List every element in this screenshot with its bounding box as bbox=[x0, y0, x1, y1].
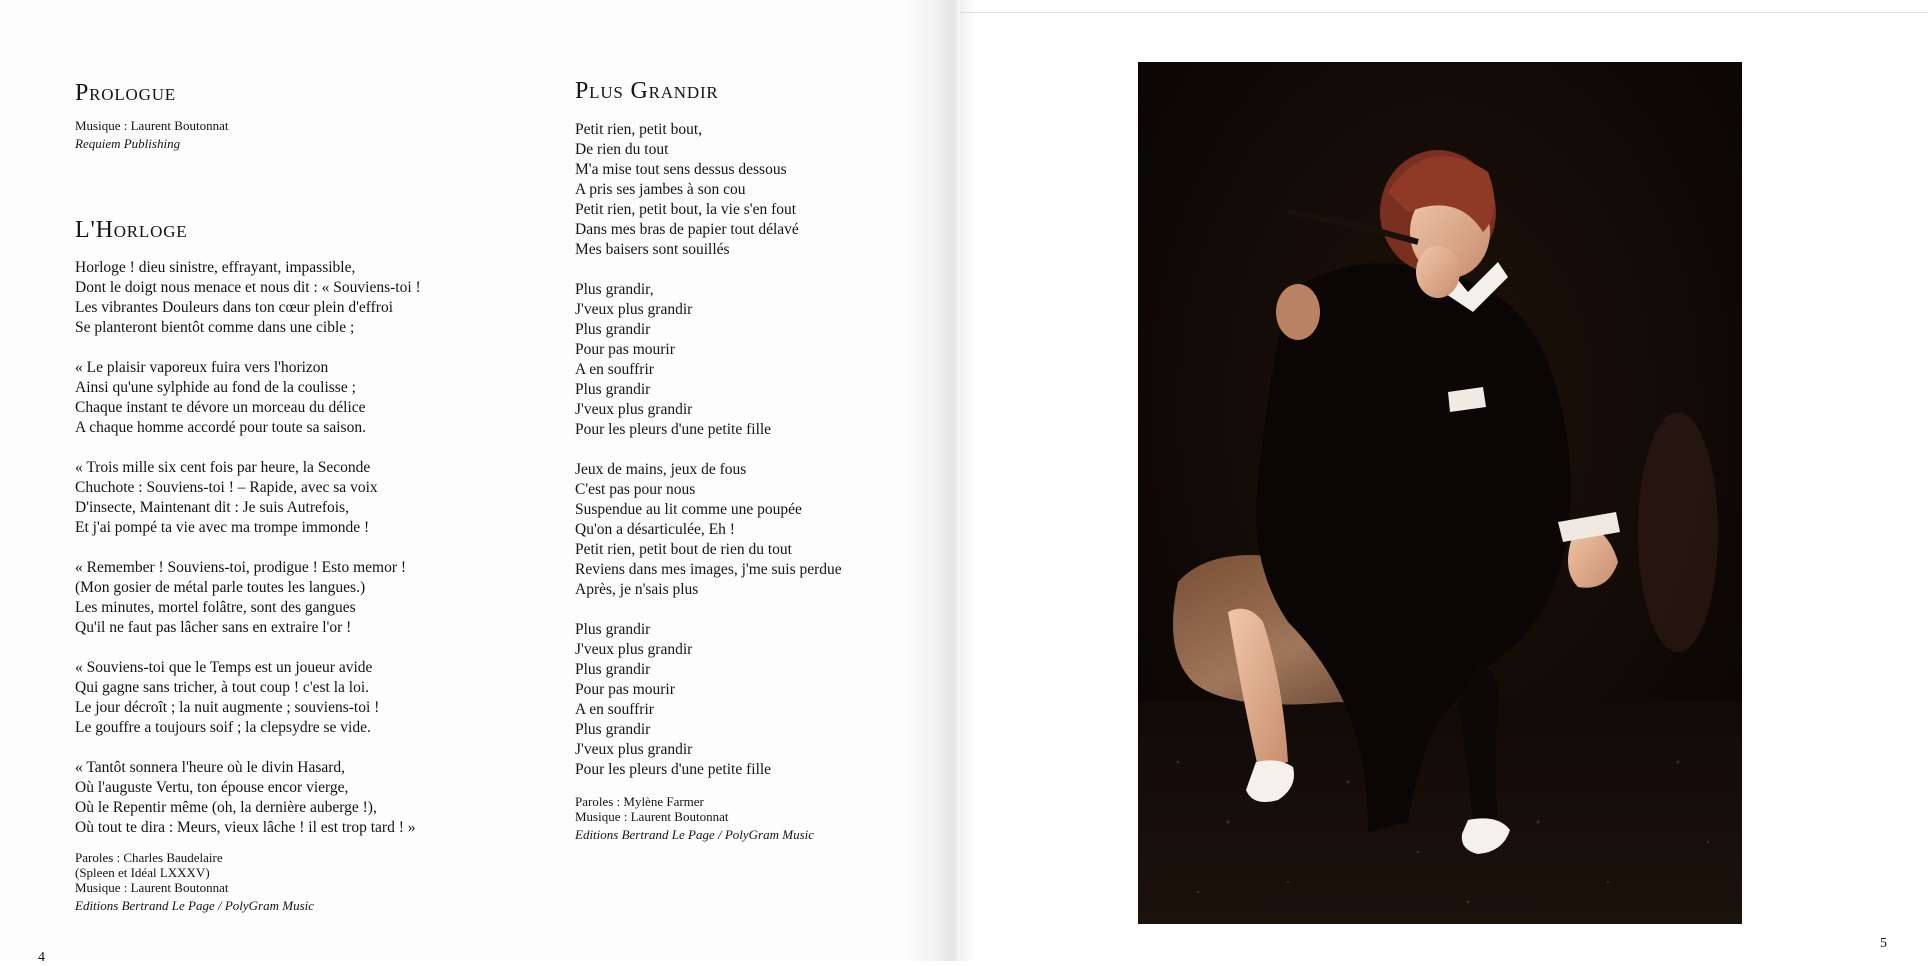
lyric-line: M'a mise tout sens dessus dessous bbox=[575, 161, 787, 178]
lyric-line: Chaque instant te dévore un morceau du délice bbox=[75, 399, 366, 416]
lyric-line: « Le plaisir vaporeux fuira vers l'horizon bbox=[75, 359, 329, 376]
lyric-line: Le gouffre a toujours soif ; la clepsydre se vide. bbox=[75, 719, 371, 736]
lyric-line: Petit rien, petit bout, bbox=[575, 121, 702, 138]
lhorloge-lyrics bbox=[75, 258, 421, 838]
lyric-line: A chaque homme accordé pour toute sa saison. bbox=[75, 419, 366, 436]
lyric-line: J'veux plus grandir bbox=[575, 401, 693, 418]
lyric-line: Horloge ! dieu sinistre, effrayant, impassible, bbox=[75, 259, 356, 276]
lyric-line: « Trois mille six cent fois par heure, la Seconde bbox=[75, 459, 371, 476]
plus-grandir-lyrics bbox=[575, 120, 842, 780]
credit-line: Musique : Laurent Boutonnat bbox=[75, 118, 229, 133]
publisher-line: Editions Bertrand Le Page / PolyGram Music bbox=[75, 898, 315, 913]
lyric-line: Plus grandir bbox=[575, 621, 651, 638]
credit-line: Musique : Laurent Boutonnat bbox=[75, 880, 229, 895]
lyric-line: J'veux plus grandir bbox=[575, 641, 693, 658]
lyric-line: Dont le doigt nous menace et nous dit : « Souviens-toi ! bbox=[75, 279, 421, 296]
page-number-right: 5 bbox=[1880, 936, 1887, 951]
credit-line: Musique : Laurent Boutonnat bbox=[575, 809, 729, 824]
lyric-line: Mes baisers sont souillés bbox=[575, 241, 730, 258]
lyric-line: Pour pas mourir bbox=[575, 681, 675, 698]
prologue-credits bbox=[75, 118, 228, 151]
lyric-line: Jeux de mains, jeux de fous bbox=[575, 461, 747, 478]
lyric-line: Ainsi qu'une sylphide au fond de la coulisse ; bbox=[75, 379, 356, 396]
lyric-line: Les minutes, mortel folâtre, sont des gangues bbox=[75, 599, 356, 616]
lyric-line: « Tantôt sonnera l'heure où le divin Hasard, bbox=[75, 759, 346, 776]
lyric-line: Qui gagne sans tricher, à tout coup ! c'est la loi. bbox=[75, 679, 370, 696]
stanza bbox=[575, 620, 842, 780]
lyric-line: « Souviens-toi que le Temps est un joueur avide bbox=[75, 659, 373, 676]
credit-line: Paroles : Mylène Farmer bbox=[575, 794, 704, 809]
lyric-line: Qu'il ne faut pas lâcher sans en extraire l'or ! bbox=[75, 619, 352, 636]
lyric-line: Où l'auguste Vertu, ton épouse encor vierge, bbox=[75, 779, 349, 796]
lyric-line: Dans mes bras de papier tout délavé bbox=[575, 221, 799, 238]
stanza bbox=[75, 658, 421, 738]
performer-photo-image bbox=[1138, 62, 1742, 924]
lyric-line: Plus grandir bbox=[575, 661, 651, 678]
lyric-line: A en souffrir bbox=[575, 701, 654, 718]
lyric-line: Plus grandir, bbox=[575, 281, 654, 298]
lyric-line: Pour pas mourir bbox=[575, 341, 675, 358]
lyric-line: Pour les pleurs d'une petite fille bbox=[575, 761, 772, 778]
lyric-line: De rien du tout bbox=[575, 141, 669, 158]
left-page bbox=[0, 0, 950, 965]
lyric-line: Plus grandir bbox=[575, 321, 651, 338]
binding-gutter bbox=[905, 0, 960, 961]
stanza bbox=[75, 458, 421, 538]
lyric-line: Chuchote : Souviens-toi ! – Rapide, avec sa voix bbox=[75, 479, 378, 496]
lyric-line: C'est pas pour nous bbox=[575, 481, 696, 498]
lyric-line: (Mon gosier de métal parle toutes les langues.) bbox=[75, 579, 366, 596]
lyric-line: Plus grandir bbox=[575, 381, 651, 398]
credit-line: (Spleen et Idéal LXXXV) bbox=[75, 865, 210, 880]
lyric-line: Petit rien, petit bout, la vie s'en fout bbox=[575, 201, 797, 218]
lyric-line: Petit rien, petit bout de rien du tout bbox=[575, 541, 792, 558]
stanza bbox=[575, 120, 842, 260]
stanza bbox=[575, 460, 842, 600]
lyric-line: Et j'ai pompé ta vie avec ma trompe immonde ! bbox=[75, 519, 370, 536]
lyric-line: A en souffrir bbox=[575, 361, 654, 378]
lyric-line: Le jour décroît ; la nuit augmente ; souviens-toi ! bbox=[75, 699, 380, 716]
publisher-line: Editions Bertrand Le Page / PolyGram Music bbox=[575, 827, 815, 842]
lyric-line: Où le Repentir même (oh, la dernière auberge !), bbox=[75, 799, 377, 816]
stanza bbox=[75, 358, 421, 438]
lyric-line: A pris ses jambes à son cou bbox=[575, 181, 746, 198]
lyric-line: Qu'on a désarticulée, Eh ! bbox=[575, 521, 735, 538]
lhorloge-credits bbox=[75, 850, 314, 913]
stanza bbox=[75, 758, 421, 838]
lyric-line: Où tout te dira : Meurs, vieux lâche ! il est trop tard ! » bbox=[75, 819, 416, 836]
page-edge-line bbox=[960, 12, 1928, 13]
lyric-line: J'veux plus grandir bbox=[575, 301, 693, 318]
credit-line: Paroles : Charles Baudelaire bbox=[75, 850, 223, 865]
performer-photo bbox=[1138, 62, 1742, 924]
lyric-line: Suspendue au lit comme une poupée bbox=[575, 501, 802, 518]
lyric-line: Les vibrantes Douleurs dans ton cœur plein d'effroi bbox=[75, 299, 394, 316]
lyric-line: Après, je n'sais plus bbox=[575, 581, 699, 598]
publisher-line: Requiem Publishing bbox=[75, 136, 181, 151]
lyric-line: Se planteront bientôt comme dans une cible ; bbox=[75, 319, 355, 336]
page-fold-shadow bbox=[960, 0, 974, 961]
lyric-line: J'veux plus grandir bbox=[575, 741, 693, 758]
plus-grandir-credits bbox=[575, 794, 814, 842]
lyric-line: Pour les pleurs d'une petite fille bbox=[575, 421, 772, 438]
lyric-line: Reviens dans mes images, j'me suis perdue bbox=[575, 561, 842, 578]
stanza bbox=[575, 280, 842, 440]
lyric-line: D'insecte, Maintenant dit : Je suis Autrefois, bbox=[75, 499, 349, 516]
lhorloge-title: L'Horloge bbox=[75, 217, 188, 243]
lyric-line: « Remember ! Souviens-toi, prodigue ! Esto memor ! bbox=[75, 559, 407, 576]
stanza bbox=[75, 258, 421, 338]
stanza bbox=[75, 558, 421, 638]
page-number-left: 4 bbox=[38, 950, 45, 965]
prologue-title: Prologue bbox=[75, 80, 176, 106]
plus-grandir-title: Plus Grandir bbox=[575, 78, 719, 104]
lyric-line: Plus grandir bbox=[575, 721, 651, 738]
